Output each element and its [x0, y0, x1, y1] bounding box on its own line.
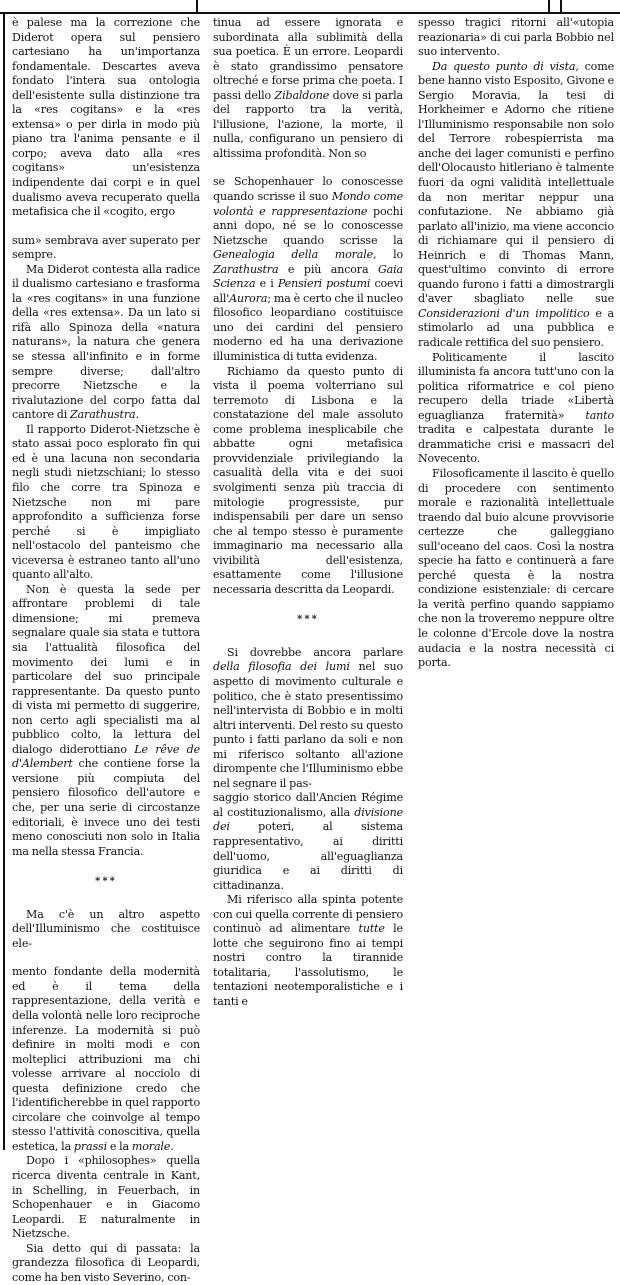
spacer	[12, 951, 200, 965]
section-separator: ***	[297, 614, 319, 626]
section-separator: ***	[95, 876, 117, 888]
paragraph-narrow: Mi riferisco alla spinta potente con cui quella corrente di pensiero continuò ad alimentare tutte le lotte che seguirono fino ai tempi nostri contro la tirannide totalitaria, l'assolutismo, le tentazioni neotemporalistiche e i tanti e	[213, 893, 403, 1008]
left-border-rule	[3, 14, 5, 1150]
paragraph: Sia detto qui di passata: la grandezza filosofica di Leopardi, come ha ben visto Severino, con-	[12, 1241, 200, 1284]
box-frame-edge	[548, 0, 550, 12]
paragraph: è palese ma la correzione che Diderot opera sul pensiero cartesiano ha un'importanza fondamentale. Descartes aveva fondato l'intera sua ontologia dell'esistente sulla distinzione tra la «res cogitans» e la «res extensa» o per dirla in modo più piano tra l'anima pensante e il corpo; aveva dato alla «res cogitans» un'esistenza indipendente dai corpi e in quel dualismo aveva recuperato quella metafisica che il «cogito, ergo	[12, 16, 200, 219]
column-divider-tick	[196, 0, 198, 12]
paragraph: mento fondante della modernità ed è il tema della rappresentazione, della verità e della volontà nelle loro reciproche inferenze. La modernità si può definire in molti modi e con molteplici attribuzioni ma chi volesse arrivare al nocciolo di questa definizione credo che l'identificherebbe in quel rapporto circolare che coinvolge al tempo stesso l'attività conoscitiva, quella estetica, la prassi e la morale.	[12, 965, 200, 1153]
paragraph-narrow: saggio storico dall'Ancien Régime al costituzionalismo, alla divisione dei poteri, al sistema rappresentativo, ai diritti dell'uomo, all'eguaglianza giuridica e ai diritti di cittadinanza.	[213, 791, 403, 892]
paragraph: Dopo i «philosophes» quella ricerca diventa centrale in Kant, in Schelling, in Feuerbach, in Schopenhauer e in Giacomo Leopardi. E naturalmente in Nietzsche.	[12, 1154, 200, 1241]
spacer	[12, 220, 200, 234]
paragraph: Non è questa la sede per affrontare problemi di tale dimensione; mi premeva segnalare quale sia stata e tuttora sia l'attualità filosofica del movimento dei lumi e in particolare del suo principale rappresentante. Da questo punto di vista mi permetto di suggerire, non certo agli specialisti ma al pubblico colto, la lettura del dialogo diderottiano Le rêve de d'Alembert che contiene forse la versione più compiuta del pensiero filosofico dell'autore e che, per una serie di circostanze editoriali, è invece uno dei testi meno conosciuti non solo in Italia ma nella stessa Francia.	[12, 582, 201, 858]
paragraph: Richiamo da questo punto di vista il poema volterriano sul terremoto di Lisbona e la constatazione del male assoluto come problema inesplicabile che abbatte ogni metafisica provvidenziale privilegiando la casualità della vita e dei suoi svolgimenti senza più traccia di mitologie progressiste, pur indispensabili per dare un senso che al tempo stesso è puramente immaginario ma necessario alla vivibilità dell'esistenza, esattamente come l'illusione necessaria descritta da Leopardi.	[213, 364, 403, 596]
article-column-right	[418, 16, 614, 671]
article-column-left	[12, 16, 200, 1285]
paragraph: Da questo punto di vista, come bene hanno visto Esposito, Givone e Sergio Moravia, la tesi di Horkheimer e Adorno che ritiene l'Illuminismo responsabile non solo del Terrore robespierrista ma anche dei lager comunisti e perfino dell'Olocausto hitleriano è talmente fuori da ogni validità intellettuale da non meritar neppur una confutazione. Ne abbiamo già parlato all'inizio, ma viene acconcio di richiamare qui il pensiero di Heinrich e di Thomas Mann, quest'ultimo convinto di errore quando furono i fatti a dimostrargli d'aver sbagliato nelle sue Considerazioni d'un impolitico e a stimolarlo ad una pubblica e radicale rettifica del suo pensiero.	[418, 59, 614, 350]
article-column-middle	[213, 16, 403, 1010]
box-frame-edge	[560, 0, 562, 12]
paragraph: Ma Diderot contesta alla radice il dualismo cartesiano e trasforma la «res cogitans» in una funzione della «res extensa». Da un lato si rifà allo Spinoza della «natura naturans», la natura che genera se stessa all'infinito e in forme sempre diverse; dall'altro precorre Nietzsche e la rivalutazione del corpo fatta dal cantore di Zarathustra.	[12, 262, 200, 422]
spacer	[213, 161, 403, 175]
paragraph: Filosoficamente il lascito è quello di procedere con sentimento morale e razionalità intellettuale traendo dal buio alcune provvisorie certezze che galleggiano sull'oceano del caos. Così la nostra specie ha fatto e continuerà a fare perché questa è la nostra condizione esistenziale: di cercare la verità perfino quando sappiamo che non la troveremo neppure oltre le colonne d'Ercole dove la nostra audacia e la nostra necessità ci porta.	[418, 466, 614, 670]
paragraph: Si dovrebbe ancora parlare della filosofia dei lumi nel suo aspetto di movimento culturale e politico, che è stato presentissimo nell'intervista di Bobbio e in molti altri interventi. Del resto su questo punto i fatti parlano da soli e non mi riferisco soltanto all'azione dirompente che l'Illuminismo ebbe nel segnare il pas-	[213, 645, 403, 790]
paragraph: Ma c'è un altro aspetto dell'Illuminismo che costituisce ele-	[12, 907, 200, 950]
paragraph: Politicamente il lascito illuminista fa ancora tutt'uno con la politica riformatrice e col pieno recupero della triade «Libertà eguaglianza fraternità» tanto tradita e calpestata durante le drammatiche crisi e massacri del Novecento.	[418, 350, 614, 466]
top-border	[0, 0, 620, 14]
paragraph: sum» sembrava aver superato per sempre.	[12, 233, 200, 262]
paragraph: Il rapporto Diderot-Nietzsche è stato assai poco esplorato fin qui ed è una lacuna non secondaria negli studi nietzschiani; lo stesso filo che corre tra Spinoza e Nietzsche non mi pare approfondito a sufficienza forse perché si è impigliato nell'ostacolo del panteismo che viceversa è estraneo tanto all'uno quanto all'alto.	[12, 422, 200, 582]
paragraph: tinua ad essere ignorata e subordinata alla sublimità della sua poetica. È un errore. Leopardi è stato grandissimo pensatore oltreché e forse prima che poeta. I passi dello Zibaldone dove si parla del rapporto tra la verità, l'illusione, l'azione, la morte, il nulla, configurano un pensiero di altissima profondità. Non so	[213, 16, 403, 160]
paragraph: se Schopenhauer lo conoscesse quando scrisse il suo Mondo come volontà e rappresentazione pochi anni dopo, né se lo conoscesse Nietzsche quando scrisse la Genealogia della morale, lo Zarathustra e più ancora Gaia Scienza e i Pensieri postumi coevi all'Aurora; ma è certo che il nucleo filosofico leopardiano costituisce uno dei cardini del pensiero moderno ed ha una derivazione illuministica di tutta evidenza.	[213, 175, 404, 364]
paragraph: spesso tragici ritorni all'«utopia reazionaria» di cui parla Bobbio nel suo intervento.	[418, 16, 614, 59]
